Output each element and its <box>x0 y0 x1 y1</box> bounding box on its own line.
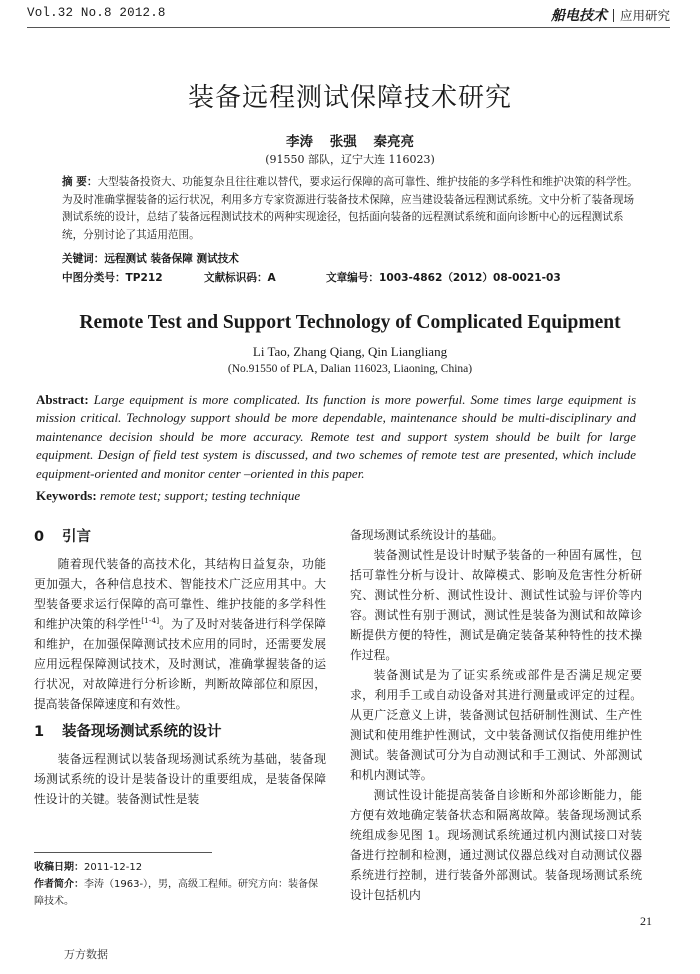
abstract-english <box>36 391 636 483</box>
section-name: 应用研究 <box>619 8 670 23</box>
keywords-cn-text: 远程测试 装备保障 测试技术 <box>104 253 239 265</box>
abstract-cn-label: 摘 要： <box>62 176 98 188</box>
affiliation-chinese: (91550 部队，辽宁大连 116023) <box>265 153 435 166</box>
citation: [1-4] <box>141 616 160 626</box>
keywords-en-text: remote test; support; testing technique <box>99 488 301 503</box>
paragraph: 装备远程测试以装备现场测试系统为基础，装备现场测试系统的设计是装备设计的重要组成，是装备保障性设计的关键。装备测试性是装 <box>34 752 326 806</box>
journal-name: 船电技术 <box>550 8 607 24</box>
section-number: 1 <box>34 724 45 740</box>
title-english: Remote Test and Support Technology of Complicated Equipment <box>79 312 621 333</box>
keywords-chinese <box>62 251 239 266</box>
abstract-chinese <box>62 174 644 245</box>
title-chinese: 装备远程测试保障技术研究 <box>187 83 512 113</box>
keywords-en-label: Keywords: <box>36 488 97 503</box>
received-label: 收稿日期： <box>34 862 84 873</box>
section-number: 0 <box>34 529 45 545</box>
abstract-en-label: Abstract: <box>36 392 89 407</box>
authors-chinese: 李涛 张强 秦亮亮 <box>286 134 414 150</box>
keywords-cn-label: 关键词： <box>62 253 105 265</box>
author-bio: 李涛（1963-），男，高级工程师。研究方向：装备保障技术。 <box>34 879 319 907</box>
left-column <box>34 525 326 809</box>
watermark: 万方数据 <box>64 948 108 961</box>
authors-english: Li Tao, Zhang Qiang, Qin Liangliang <box>252 344 448 359</box>
document-code: 文献标识码：A <box>204 272 276 284</box>
section-heading-intro <box>34 525 326 549</box>
affiliation-english: (No.91550 of PLA, Dalian 116023, Liaoning, China) <box>227 363 473 375</box>
footnote <box>34 859 326 910</box>
page-number: 21 <box>640 914 652 928</box>
right-column <box>350 525 642 905</box>
abstract-en-text: Large equipment is more complicated. Its function is more powerful. Some times large equipment is mission critical. Technology support should be more dependable, maintenance should be multi-disciplinary and maintenance decision should be more accuracy. Remote test and support system should be built for large equipment. Design of field test system is discussed, and two schemes of remote test are presented, which include equipment-oriented and monitor center –oriented in this paper. <box>36 392 637 481</box>
paragraph-text: 。为了及时对装备进行科学保障和维护，在加强保障测试技术应用的同时，还需要发展应用远程保障测试技术，及时测试，准确掌握装备的运行状况，对故障进行分析诊断，判断故障部位和原因，提高装备保障速度和有效性。 <box>34 617 326 711</box>
paragraph <box>34 554 326 714</box>
paragraph: 测试性设计能提高装备自诊断和外部诊断能力，能方便有效地确定装备状态和隔离故障。装备现场测试系统组成参见图 1。现场测试系统通过机内测试接口对装备进行控制和检测，通过测试仪器总线对自动测试仪器系统进行控制，进行装备外部测试。装备现场测试系统设计包括机内 <box>350 788 642 902</box>
header-divider <box>613 9 614 22</box>
section-title: 装备现场测试系统的设计 <box>62 724 222 740</box>
section-title: 引言 <box>62 529 91 545</box>
paragraph: 装备测试性是设计时赋予装备的一种固有属性，包括可靠性分析与设计、故障模式、影响及危害性分析研究、测试性分析、测试性设计、测试性试验与评价等内容。测试性有别于测试，测试性是装备为测试和故障诊断提供方便的特性，测试是确定装备某种特性的技术操作过程。 <box>350 548 642 662</box>
paragraph-text: 随着现代装备的高技术化，其结构日益复杂，功能更加强大，各种信息技术、智能技术广泛应用其中。大型装备要求运行保障的高可靠性、维护技能的多学科性和维护决策的科学性 <box>34 557 326 631</box>
received-date: 2011-12-12 <box>84 862 143 873</box>
abstract-cn-text: 大型装备投资大、功能复杂且往往难以替代，要求运行保障的高可靠性、维护技能的多学科性和维护决策的科学性。为及时准确掌握装备的运行状况，利用多方专家资源进行装备技术保障，应当建设装备远程测试系统。文中分析了装备现场测试系统的设计，总结了装备远程测试技术的两种实现途径，包括面向装备的远程测试系统和面向诊断中心的远程测试系统，分别讨论了其适用范围。 <box>62 176 638 242</box>
keywords-english <box>36 488 300 504</box>
article-number: 文章编号：1003-4862（2012）08-0021-03 <box>326 272 561 284</box>
bio-label: 作者简介： <box>34 879 84 890</box>
paragraph: 备现场测试系统设计的基础。 <box>350 528 504 542</box>
footnote-rule <box>34 852 212 853</box>
paragraph: 装备测试是为了证实系统或部件是否满足规定要求，利用手工或自动设备对其进行测量或评定的过程。从更广泛意义上讲，装备测试包括研制性测试、生产性测试和使用维护性测试，文中装备测试仅指使用维护性测试。装备测试可分为自动测试和手工测试、外部测试和机内测试等。 <box>350 668 642 782</box>
header-rule <box>27 27 670 28</box>
journal-header <box>551 5 670 25</box>
clc-number: 中图分类号：TP212 <box>62 272 163 284</box>
section-heading-field-test <box>34 720 326 744</box>
issue-info: Vol.32 No.8 2012.8 <box>27 6 166 20</box>
